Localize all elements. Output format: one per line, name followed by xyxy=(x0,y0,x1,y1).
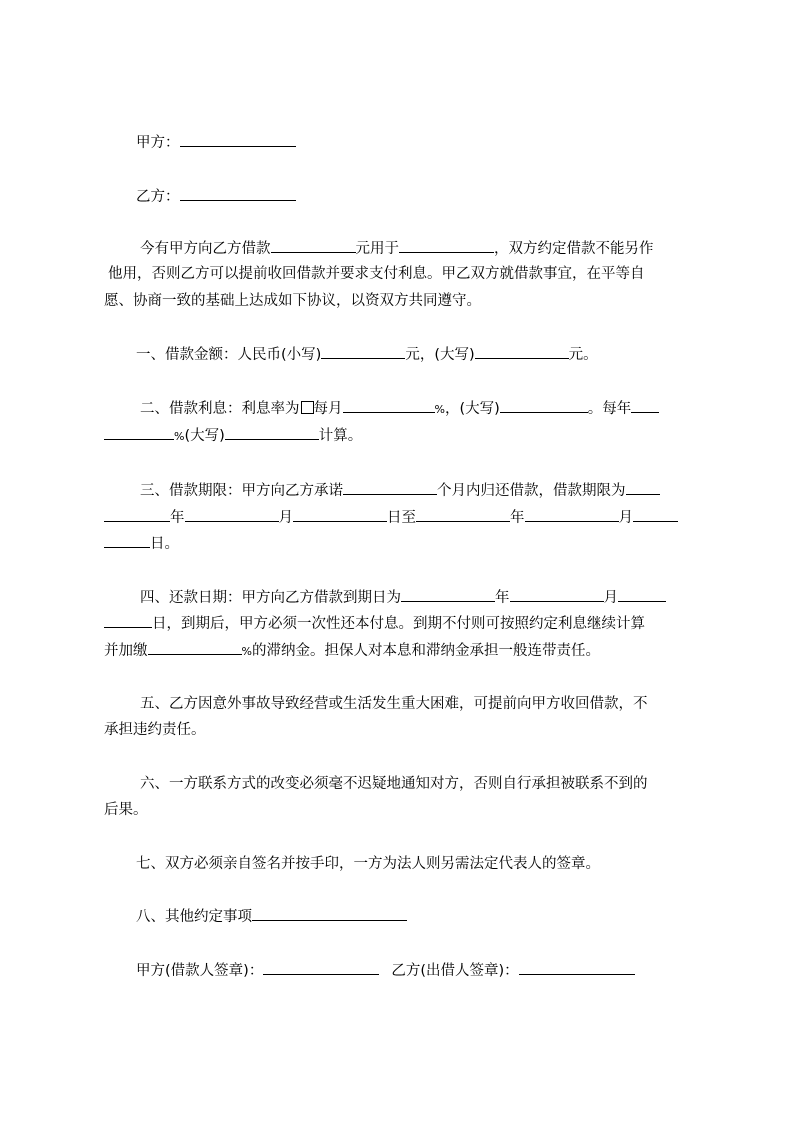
late-fee-blank[interactable] xyxy=(148,639,242,655)
year-label: 年 xyxy=(170,510,185,526)
percent-sign: % xyxy=(174,430,185,443)
clause-2-text-5: 。每年 xyxy=(587,401,632,417)
borrower-signature-blank[interactable] xyxy=(263,959,379,975)
clause-2-text-2: 每月 xyxy=(313,401,343,417)
due-year-blank[interactable] xyxy=(401,586,495,602)
clause-6-text-2: 后果。 xyxy=(104,802,148,818)
party-a-line xyxy=(104,131,736,154)
clause-7-text: 七、双方必须亲自签名并按手印，一方为法人则另需法定代表人的签章。 xyxy=(136,856,600,872)
months-blank[interactable] xyxy=(343,479,437,495)
intro-text-5: 愿、协商一致的基础上达成如下协议，以资双方共同遵守。 xyxy=(104,293,481,309)
clause-6-text-1: 六、一方联系方式的改变必须毫不迟疑地通知对方，否则自行承担被联系不到的 xyxy=(140,776,648,792)
day-label: 日。 xyxy=(150,536,179,552)
intro-line-1 xyxy=(104,237,740,260)
intro-line-2 xyxy=(108,263,708,285)
clause-8-text: 八、其他约定事项 xyxy=(136,909,252,925)
end-day-blank[interactable] xyxy=(104,532,150,548)
term-blank-start[interactable] xyxy=(626,479,660,495)
clause-5-text-2: 承担违约责任。 xyxy=(104,722,206,738)
intro-text-1: 今有甲方向乙方借款 xyxy=(140,241,271,257)
amount-upper-blank[interactable] xyxy=(475,343,569,359)
clause-1-text-1: 一、借款金额：人民币(小写) xyxy=(136,347,322,363)
due-day-blank-start[interactable] xyxy=(618,586,666,602)
clause-4-line-2 xyxy=(104,612,704,635)
clause-2-line-2 xyxy=(104,424,704,448)
lender-signature-label: 乙方(出借人签章)： xyxy=(391,963,519,979)
percent-sign: % xyxy=(241,645,252,658)
monthly-checkbox[interactable] xyxy=(301,401,314,414)
other-terms-blank[interactable] xyxy=(252,905,407,921)
clause-2-text-7: (大写) xyxy=(184,428,225,444)
party-b-label: 乙方： xyxy=(136,189,180,205)
intro-line-3 xyxy=(104,290,704,312)
intro-text-2: 元用于 xyxy=(355,241,399,257)
intro-text-4: 他用，否则乙方可以提前收回借款并要求支付利息。甲乙双方就借款事宜，在平等自 xyxy=(108,266,645,282)
percent-sign: % xyxy=(434,403,445,416)
monthly-rate-blank[interactable] xyxy=(343,397,435,413)
due-day-blank[interactable] xyxy=(104,612,152,628)
clause-3-text-2: 个月内归还借款，借款期限为 xyxy=(437,483,626,499)
signature-line xyxy=(104,959,736,982)
clause-3-text-1: 三、借款期限：甲方向乙方承诺 xyxy=(140,483,343,499)
end-month-blank[interactable] xyxy=(525,506,619,522)
clause-1-line xyxy=(104,343,736,366)
month-label: 月 xyxy=(603,590,618,606)
month-label: 月 xyxy=(618,510,633,526)
start-year-blank[interactable] xyxy=(104,506,170,522)
borrower-signature-label: 甲方(借款人签章)： xyxy=(136,963,264,979)
lender-signature-blank[interactable] xyxy=(519,959,635,975)
clause-4-text-4: 的滞纳金。担保人对本息和滞纳金承担一般连带责任。 xyxy=(251,643,600,659)
clause-1-text-3: 元。 xyxy=(568,347,598,363)
party-a-label: 甲方： xyxy=(136,135,180,151)
due-month-blank[interactable] xyxy=(510,586,604,602)
clause-2-text-4: ，(大写) xyxy=(444,401,500,417)
clause-3-line-2 xyxy=(104,506,704,529)
clause-3-line-3 xyxy=(104,532,704,555)
start-day-blank[interactable] xyxy=(293,506,387,522)
clause-2-text-8: 计算。 xyxy=(318,428,363,444)
clause-4-text-1: 四、还款日期：甲方向乙方借款到期日为 xyxy=(140,590,401,606)
clause-6-line-2 xyxy=(104,799,704,821)
yearly-rate-blank-start[interactable] xyxy=(631,397,659,413)
clause-5-line-1 xyxy=(104,693,740,715)
loan-purpose-blank[interactable] xyxy=(399,237,494,253)
end-day-blank-start[interactable] xyxy=(633,506,678,522)
clause-7-line xyxy=(104,853,736,875)
clause-2-line-1 xyxy=(104,397,740,421)
intro-text-3: ，双方约定借款不能另作 xyxy=(494,241,654,257)
year-label: 年 xyxy=(495,590,510,606)
loan-amount-blank[interactable] xyxy=(271,237,356,253)
yearly-rate-blank[interactable] xyxy=(104,424,174,440)
end-year-blank[interactable] xyxy=(416,506,510,522)
party-a-blank[interactable] xyxy=(180,131,296,147)
clause-3-line-1 xyxy=(104,479,740,502)
day-to-label: 日至 xyxy=(387,510,416,526)
year-label: 年 xyxy=(510,510,525,526)
party-b-blank[interactable] xyxy=(180,185,296,201)
clause-6-line-1 xyxy=(104,773,740,795)
party-b-line xyxy=(104,185,736,208)
clause-2-text-1: 二、借款利息：利息率为 xyxy=(140,401,300,417)
start-month-blank[interactable] xyxy=(185,506,279,522)
clause-4-line-1 xyxy=(104,586,740,609)
clause-1-text-2: 元，(大写) xyxy=(405,347,475,363)
clause-4-text-3: 并加缴 xyxy=(104,643,148,659)
yearly-rate-upper-blank[interactable] xyxy=(225,424,319,440)
clause-8-line xyxy=(104,905,736,928)
amount-lower-blank[interactable] xyxy=(321,343,405,359)
monthly-rate-upper-blank[interactable] xyxy=(500,397,588,413)
clause-4-line-3 xyxy=(104,639,704,663)
month-label: 月 xyxy=(278,510,293,526)
clause-5-line-2 xyxy=(104,719,704,741)
clause-4-text-2: 日，到期后，甲方必须一次性还本付息。到期不付则可按照约定利息继续计算 xyxy=(152,616,645,632)
clause-5-text-1: 五、乙方因意外事故导致经营或生活发生重大困难，可提前向甲方收回借款，不 xyxy=(140,696,648,712)
